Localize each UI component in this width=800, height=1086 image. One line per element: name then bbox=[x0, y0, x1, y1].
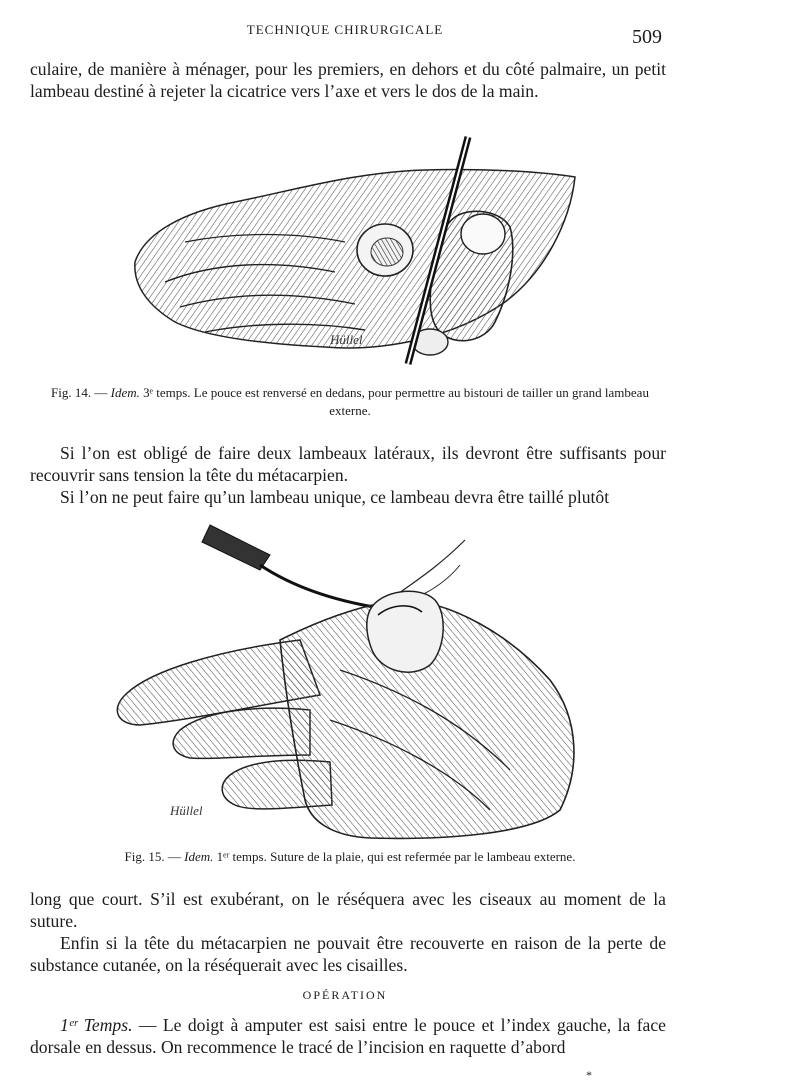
figure-15-idem: Idem. bbox=[184, 849, 214, 864]
figure-15-signature: Hüllel bbox=[170, 803, 203, 818]
paragraph-group-2 bbox=[30, 442, 666, 508]
figure-15-caption bbox=[40, 848, 660, 866]
paragraph-6-label: 1ᵉʳ Temps. bbox=[60, 1015, 133, 1035]
figure-14-signature: Hüllel bbox=[330, 332, 363, 347]
paragraph-group-3 bbox=[30, 888, 666, 976]
figure-14-illustration bbox=[125, 132, 585, 372]
section-heading: OPÉRATION bbox=[302, 988, 388, 1002]
paragraph-6-text: — Le doigt à amputer est saisi entre le pouce et l’index gauche, la face dorsale en dessus. On recommence le tracé de l’incision en raquette d’abord bbox=[30, 1015, 666, 1057]
figure-14-label: Fig. 14. — bbox=[51, 385, 108, 400]
figure-15-caption-text: 1ᵉʳ temps. Suture de la plaie, qui est refermée par le lambeau externe. bbox=[213, 849, 576, 864]
paragraph-4: long que court. S’il est exubérant, on le réséquera avec les ciseaux au moment de la suture. bbox=[30, 889, 666, 931]
figure-15-illustration bbox=[110, 520, 585, 845]
paragraph-1 bbox=[30, 58, 666, 102]
paragraph-6 bbox=[30, 1014, 666, 1058]
figure-14-idem: Idem. bbox=[110, 385, 140, 400]
figure-15-label: Fig. 15. — bbox=[124, 849, 181, 864]
paragraph-5: Enfin si la tête du métacarpien ne pouvait être recouverte en raison de la perte de substance cutanée, on la réséquerait avec les cisailles. bbox=[30, 933, 666, 975]
paragraph-2: Si l’on est obligé de faire deux lambeaux latéraux, ils devront être suffisants pour recouvrir sans tension la tête du métacarpien. bbox=[30, 443, 666, 485]
paragraph-3: Si l’on ne peut faire qu’un lambeau unique, ce lambeau devra être taillé plutôt bbox=[60, 487, 610, 507]
paragraph-group-4 bbox=[30, 1014, 666, 1058]
paragraph-1-text: culaire, de manière à ménager, pour les premiers, en dehors et du côté palmaire, un petit lambeau destiné à rejeter la cicatrice vers l’axe et vers le dos de la main. bbox=[30, 59, 666, 101]
figure-14-caption bbox=[40, 384, 660, 420]
figure-14-caption-text: 3ᵉ temps. Le pouce est renversé en dedans, pour permettre au bistouri de tailler un grand lambeau externe. bbox=[139, 385, 649, 418]
footer-mark: * bbox=[586, 1068, 592, 1082]
running-head: TECHNIQUE CHIRURGICALE bbox=[246, 22, 444, 37]
page-number: 509 bbox=[632, 26, 662, 48]
